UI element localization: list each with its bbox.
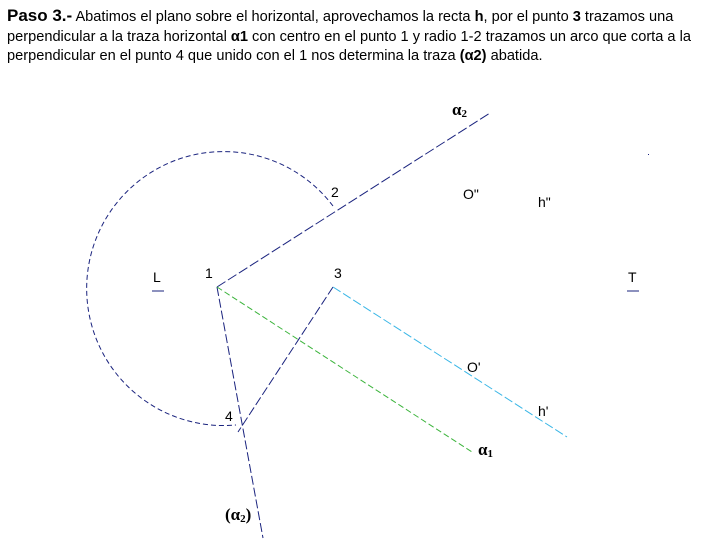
L-label: L (153, 269, 161, 285)
perpendicular-line (238, 287, 333, 432)
text-bold-3: 3 (572, 9, 581, 25)
text-bold-alpha1: α1 (230, 28, 248, 45)
O-prime-label: O' (467, 359, 481, 375)
text-segment: , por el punto (483, 9, 573, 25)
point-3-label: 3 (334, 265, 342, 281)
alpha1-trace (217, 287, 472, 452)
alpha2-abatida-trace (217, 287, 263, 538)
point-4-label: 4 (225, 408, 233, 424)
h-prime-label: h' (538, 403, 549, 419)
h-double-prime-label: h" (538, 194, 551, 210)
text-bold-alpha2: (α2) (459, 48, 487, 64)
text-segment: abatida. (486, 48, 543, 64)
stray-dot (648, 154, 649, 155)
point-1-label: 1 (205, 265, 213, 281)
O-double-prime-label: O" (463, 186, 479, 202)
point-2-label: 2 (331, 184, 339, 200)
alpha2-abatida-label: (α2) (225, 505, 252, 525)
text-bold-h: h (474, 9, 484, 25)
alpha1-label: α1 (478, 440, 493, 460)
alpha2-trace (217, 113, 490, 287)
text-segment: Abatimos el plano sobre el horizontal, aprovechamos la recta (75, 9, 475, 25)
text-segment: con centro en el punto 1 y radio 1-2 trazamos un arco que corta a la perpendicular en el punto 4 que unido con el 1 nos determina la traza (7, 28, 691, 64)
arc-radius-1-2 (87, 152, 333, 426)
text-segment: trazamos una perpendicular a la traza horizontal (7, 9, 674, 45)
step-heading: Paso 3.- (7, 6, 73, 25)
alpha2-label: α2 (452, 100, 467, 120)
T-label: T (628, 269, 637, 285)
h-prime-line (333, 287, 567, 437)
